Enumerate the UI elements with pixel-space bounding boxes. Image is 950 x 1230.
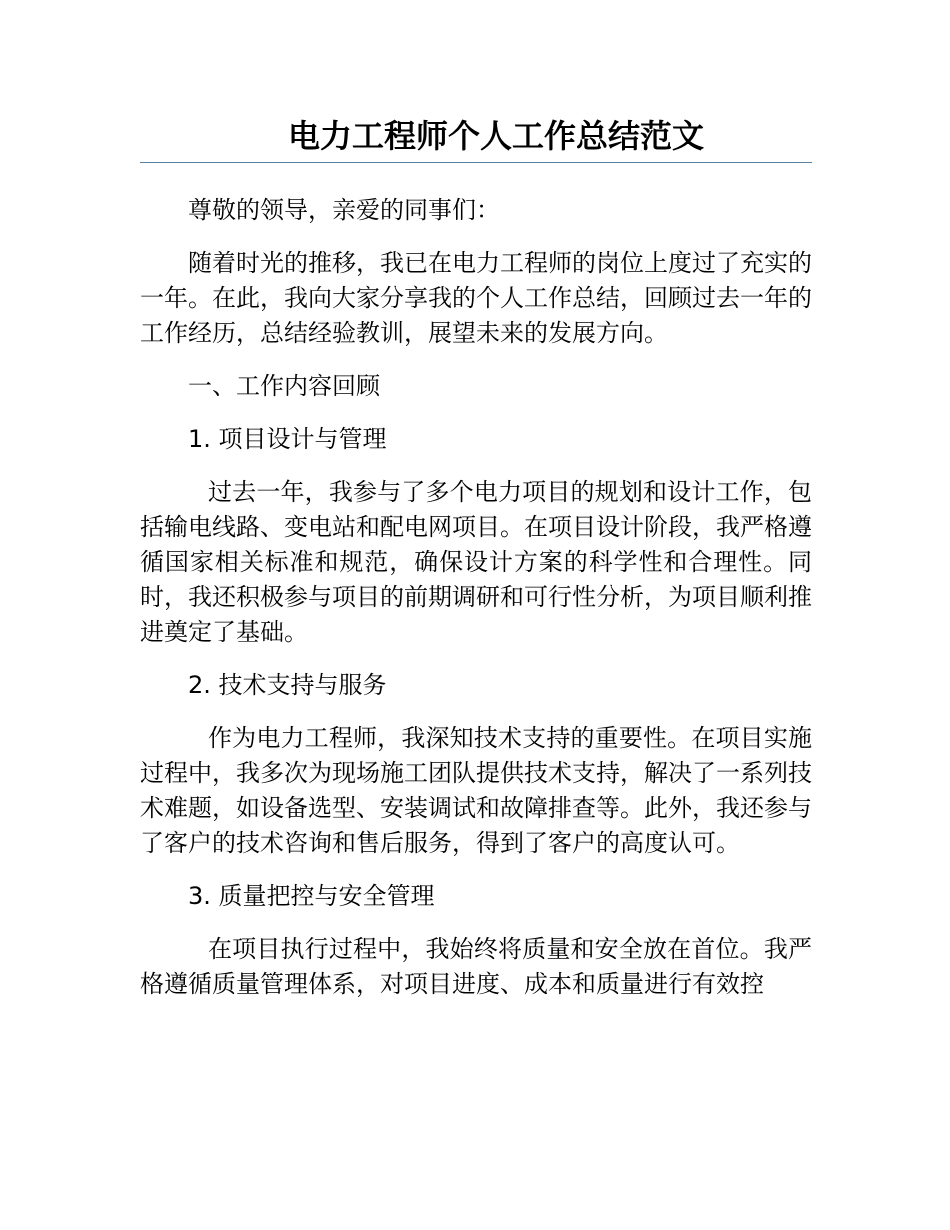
document-body — [140, 110, 812, 1020]
paragraph-project-design: 过去一年，我参与了多个电力项目的规划和设计工作，包括输电线路、变电站和配电网项目。在项目设计阶段，我严格遵循国家相关标准和规范，确保设计方案的科学性和合理性。同时，我还积极参与项目的前期调研和可行性分析，为项目顺利推进奠定了基础。 — [140, 478, 812, 646]
title-underline — [140, 162, 812, 163]
paragraph-quality-safety: 在项目执行过程中，我始终将质量和安全放在首位。我严格遵循质量管理体系，对项目进度、成本和质量进行有效控 — [140, 935, 812, 998]
paragraph-technical-support: 作为电力工程师，我深知技术支持的重要性。在项目实施过程中，我多次为现场施工团队提供技术支持，解决了一系列技术难题，如设备选型、安装调试和故障排查等。此外，我还参与了客户的技术咨询和售后服务，得到了客户的高度认可。 — [140, 724, 812, 857]
document-title: 电力工程师个人工作总结范文 — [287, 117, 704, 155]
subheading-project-design: 1. 项目设计与管理 — [188, 425, 387, 453]
greeting-paragraph: 尊敬的领导，亲爱的同事们： — [188, 196, 500, 224]
section-heading-work-review: 一、工作内容回顾 — [188, 372, 380, 400]
intro-paragraph: 随着时光的推移，我已在电力工程师的岗位上度过了充实的一年。在此，我向大家分享我的个人工作总结，回顾过去一年的工作经历，总结经验教训，展望未来的发展方向。 — [140, 249, 812, 347]
subheading-technical-support: 2. 技术支持与服务 — [188, 671, 387, 699]
subheading-quality-safety: 3. 质量把控与安全管理 — [188, 882, 435, 910]
